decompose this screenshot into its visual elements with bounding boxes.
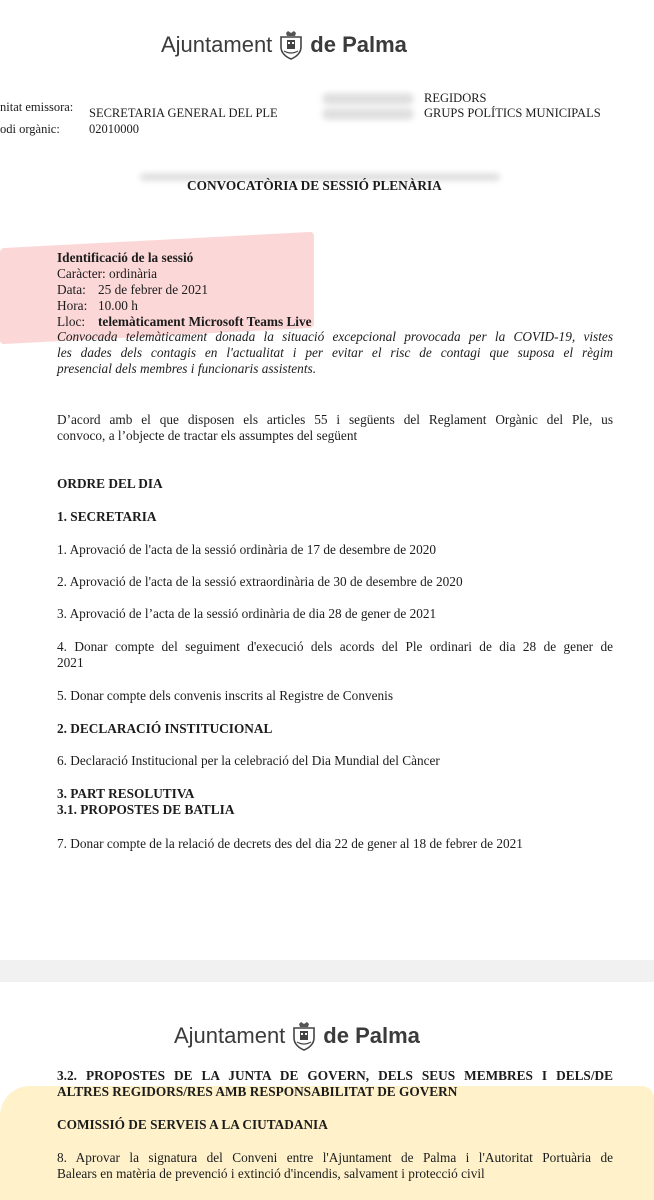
redacted-mark: [322, 108, 414, 120]
organ-label: odi orgànic:: [0, 122, 60, 136]
session-time-label: Hora:: [57, 298, 88, 313]
logo-word-ajuntament: Ajuntament: [174, 1023, 286, 1048]
city-logo: [161, 30, 407, 60]
session-place: telemàticament Microsoft Teams Live: [98, 314, 312, 329]
agenda-item: 2021: [57, 655, 84, 670]
commission-heading: COMISSIÓ DE SERVEIS A LA CIUTADANIA: [57, 1117, 328, 1132]
organ-value: 02010000: [89, 122, 139, 136]
agenda-item: 2. Aprovació de l'acta de la sessió extraordinària de 30 de desembre de 2020: [57, 574, 463, 589]
section-heading: 3.1. PROPOSTES DE BATLIA: [57, 802, 235, 817]
session-heading: Identificació de la sessió: [57, 250, 194, 265]
section-heading: 3. PART RESOLUTIVA: [57, 786, 195, 801]
agenda-title: ORDRE DEL DIA: [57, 476, 163, 491]
recipient-2: GRUPS POLÍTICS MUNICIPALS: [424, 106, 601, 120]
agenda-item: Balears en matèria de prevenció i extinció d'incendis, salvament i protecció civil: [57, 1166, 485, 1181]
yellow-highlight: [0, 1086, 654, 1200]
emitter-value: SECRETARIA GENERAL DEL PLE: [89, 106, 278, 120]
agenda-item: 1. Aprovació de l'acta de la sessió ordinària de 17 de desembre de 2020: [57, 542, 437, 557]
agenda-item: 7. Donar compte de la relació de decrets des del dia 22 de gener al 18 de febrer de 2021: [57, 836, 523, 851]
agenda-item: 8. Aprovar la signatura del Conveni entre l'Ajuntament de Palma i l'Autoritat Portuària de: [57, 1150, 613, 1165]
section-heading: 3.2. PROPOSTES DE LA JUNTA DE GOVERN, DELS SEUS MEMBRES I DELS/DE: [57, 1068, 613, 1083]
agenda-item: 5. Donar compte dels convenis inscrits al Registre de Convenis: [57, 688, 394, 703]
emitter-label: nitat emissora:: [0, 100, 74, 114]
logo-word-de-palma: de Palma: [310, 32, 407, 57]
intro-line: D’acord amb el que disposen els articles 55 i següents del Reglament Orgànic del Ple, us: [57, 412, 613, 427]
section-heading: ALTRES REGIDORS/RES AMB RESPONSABILITAT DE GOVERN: [57, 1084, 458, 1099]
agenda-item: 3. Aprovació de l’acta de la sessió ordinària de dia 28 de gener de 2021: [57, 606, 437, 621]
city-logo: [174, 1021, 420, 1051]
session-time: 10.00 h: [98, 298, 138, 313]
recipient-1: REGIDORS: [424, 91, 487, 105]
session-date: 25 de febrer de 2021: [98, 282, 209, 297]
coat-of-arms-icon: [291, 1021, 317, 1051]
session-note-line: Convocada telemàticament donada la situació excepcional provocada per la COVID-19, vistes: [57, 329, 613, 344]
section-heading: 1. SECRETARIA: [57, 509, 157, 524]
logo-word-ajuntament: Ajuntament: [161, 32, 273, 57]
session-character: Caràcter: ordinària: [57, 266, 158, 281]
agenda-item: 4. Donar compte del seguiment d'execució dels acords del Ple ordinari de dia 28 de gener de: [57, 639, 613, 654]
session-place-label: Lloc:: [57, 314, 86, 329]
document-title: CONVOCATÒRIA DE SESSIÓ PLENÀRIA: [187, 178, 442, 193]
intro-line: convoco, a l’objecte de tractar els assumptes del següent: [57, 428, 358, 443]
agenda-item: 6. Declaració Institucional per la celebració del Dia Mundial del Càncer: [57, 753, 440, 768]
session-note-line: les dades dels contagis en l'actualitat i per evitar el risc de contagi que suposa el règim: [57, 345, 613, 360]
session-note-line: presencial dels membres i funcionaris assistents.: [57, 361, 317, 376]
coat-of-arms-icon: [278, 30, 304, 60]
logo-word-de-palma: de Palma: [323, 1023, 420, 1048]
section-heading: 2. DECLARACIÓ INSTITUCIONAL: [57, 721, 273, 736]
session-date-label: Data:: [57, 282, 86, 297]
redacted-mark: [322, 93, 414, 105]
